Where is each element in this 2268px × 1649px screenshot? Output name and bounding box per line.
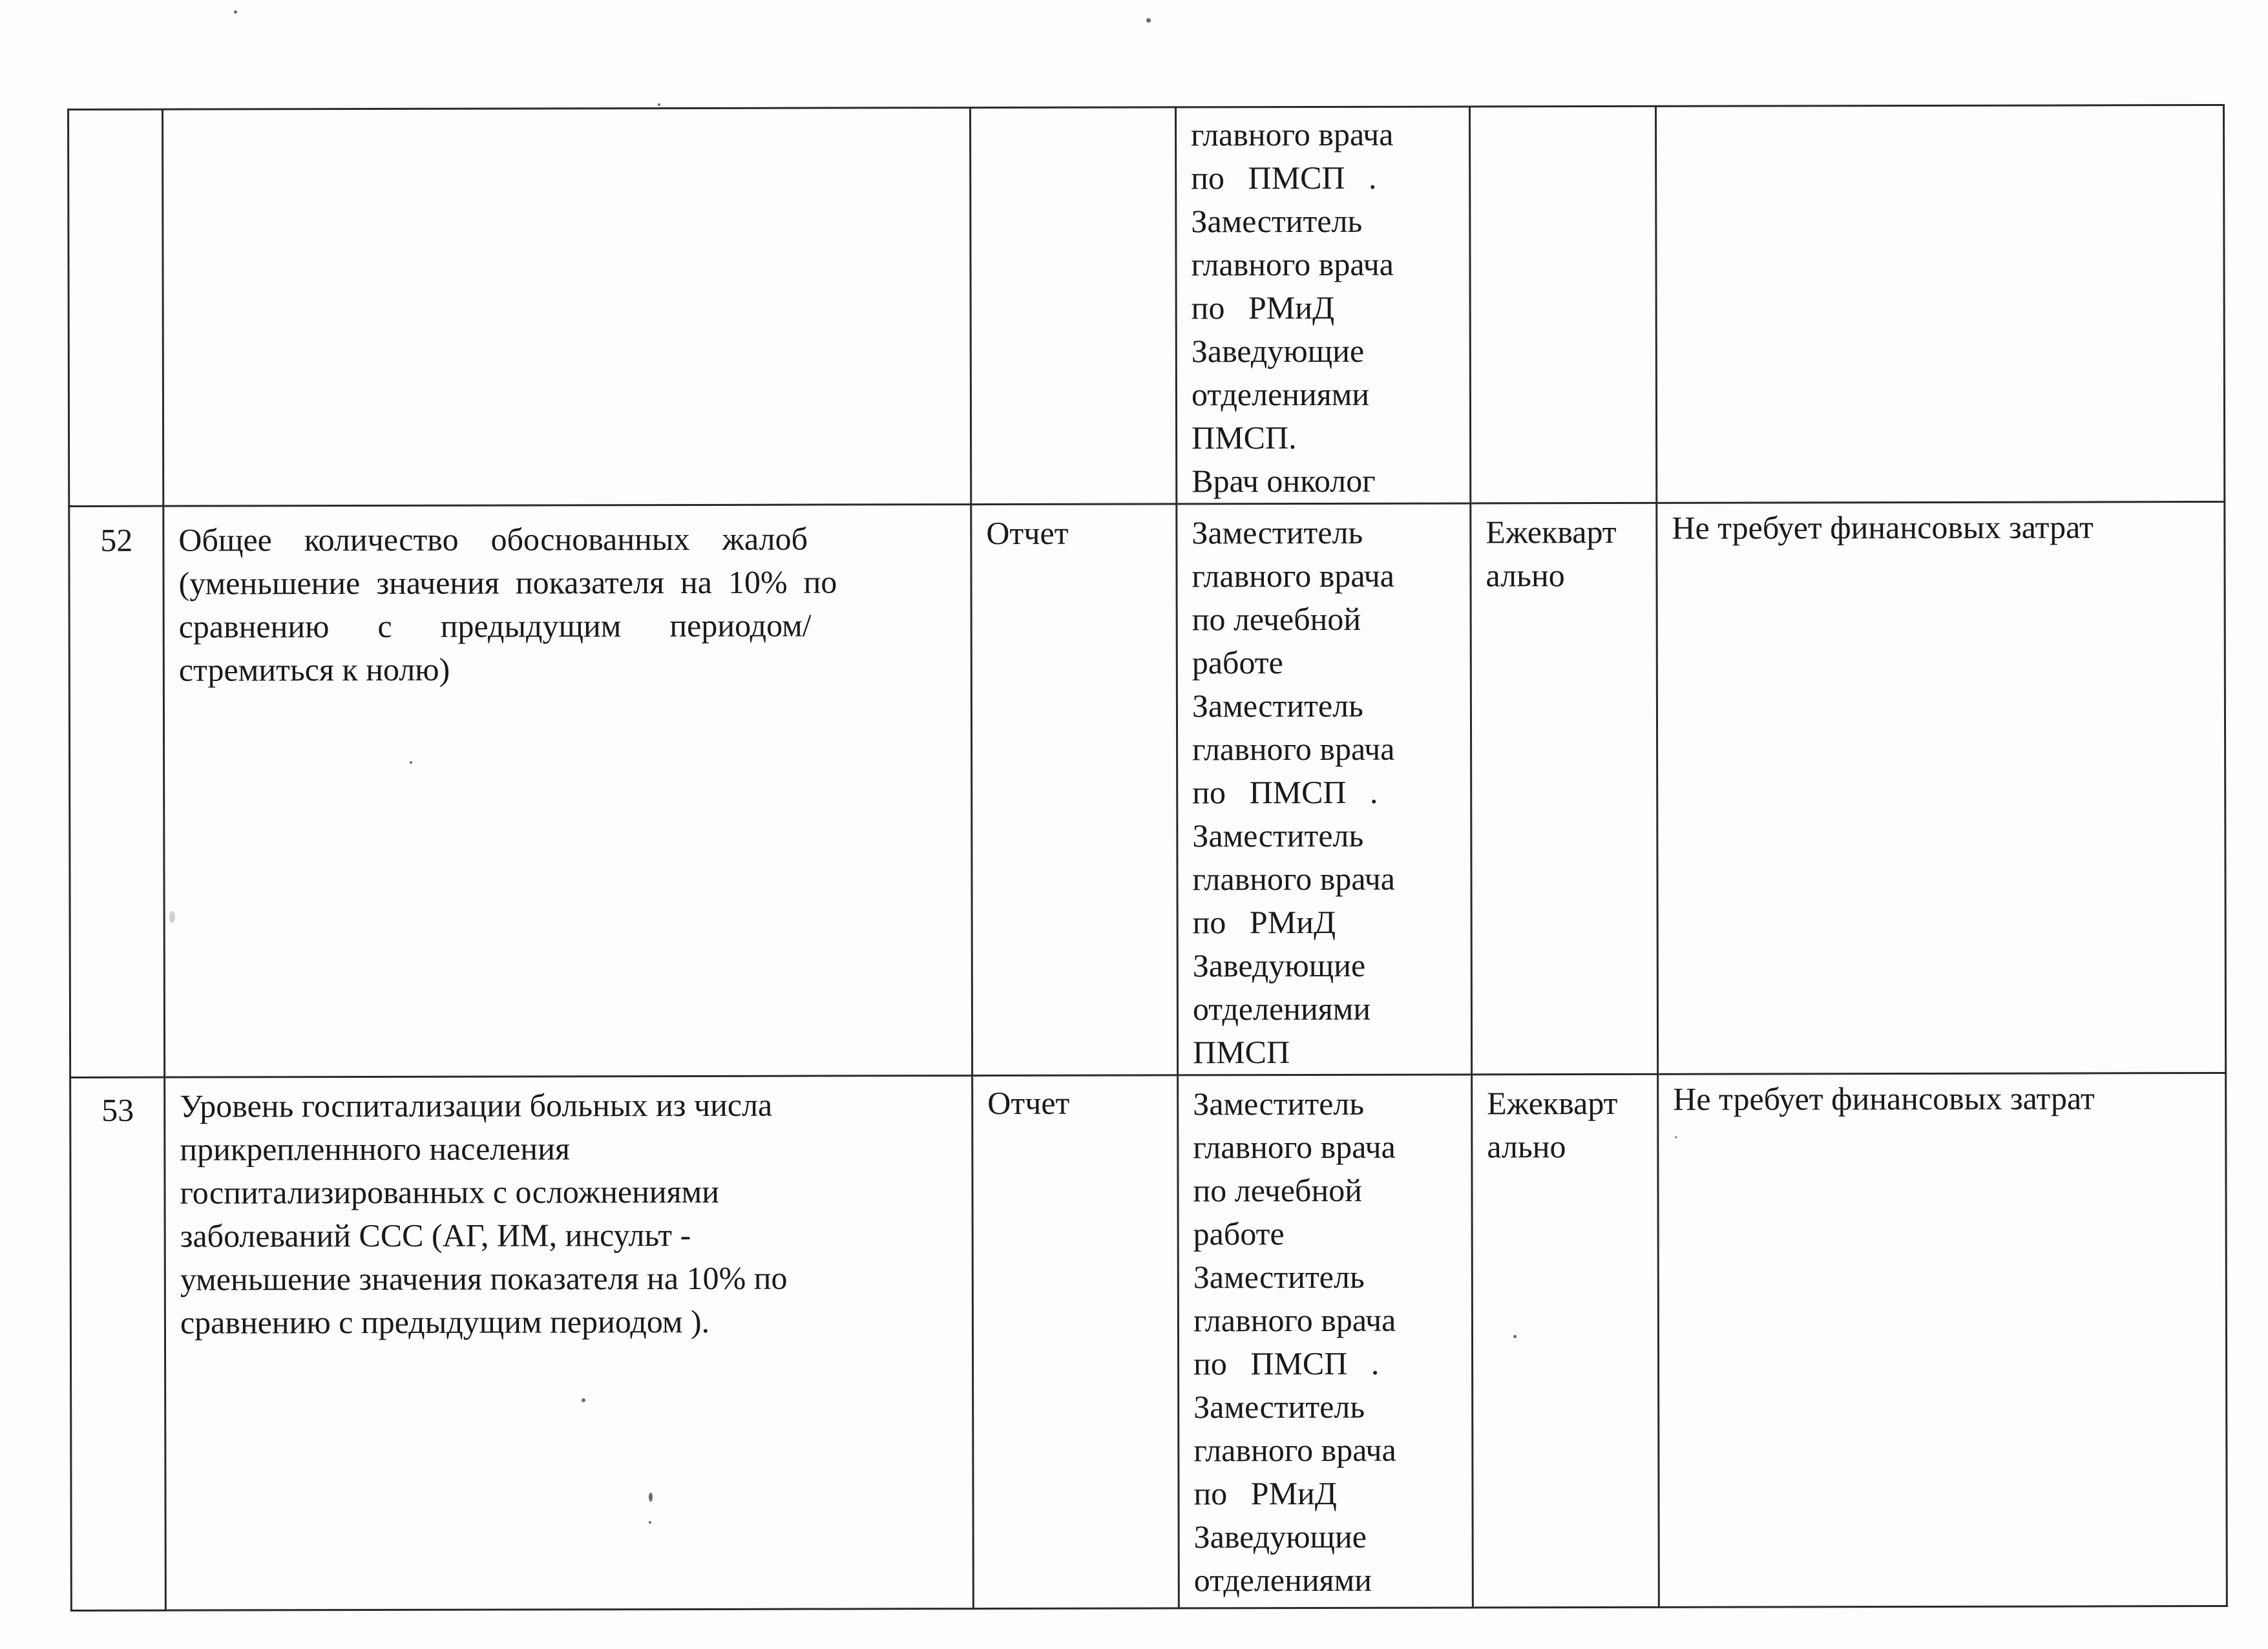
responsible-line: по РМиД [1193, 1475, 1337, 1512]
plan-table [67, 104, 2228, 1612]
responsible-line: главного врача [1193, 1301, 1396, 1339]
responsible-line: Заместитель [1192, 687, 1363, 724]
scan-speck [658, 103, 660, 106]
responsible-line: ПМСП [1193, 1034, 1290, 1071]
responsible-line: главного врача [1192, 860, 1395, 898]
indicator-line: (уменьшение значения показателя на 10% по [178, 563, 837, 602]
responsible-line: Заведующие [1193, 1518, 1367, 1555]
responsible-line: отделениями [1193, 1561, 1372, 1599]
responsible-line: работе [1193, 1215, 1285, 1252]
responsible-line: по ПМСП . [1191, 159, 1377, 196]
responsible-line: главного врача [1191, 116, 1394, 153]
indicator-line: Общее количество обоснованных жалоб [178, 520, 808, 558]
responsible-line: отделениями [1192, 990, 1371, 1027]
responsible-line: по РМиД [1192, 903, 1336, 941]
responsible-line: по РМиД [1191, 289, 1335, 326]
period-cell [1469, 106, 1656, 503]
period-cell [1472, 1074, 1659, 1608]
indicator-line: заболеваний ССС (АГ, ИМ, инсульт - [180, 1216, 691, 1254]
scan-speck [234, 10, 237, 14]
indicator-line: сравнению с предыдущим периодом ). [180, 1303, 710, 1341]
responsible-line: по ПМСП . [1192, 773, 1378, 811]
responsible-line: главного врача [1192, 730, 1395, 768]
responsible-line: работе [1192, 644, 1283, 681]
indicator-line: стремиться к нолю) [178, 651, 450, 688]
row-number-cell: 53 [70, 1077, 166, 1610]
indicator-line: уменьшение значения показателя на 10% по [180, 1259, 788, 1297]
responsible-line: по лечебной [1192, 600, 1361, 638]
period-cell [1471, 503, 1658, 1075]
responsible-line: Заместитель [1193, 1388, 1365, 1425]
indicator-line: Уровень госпитализации больных из числа [180, 1086, 773, 1124]
responsible-line: главного врача [1193, 1128, 1396, 1166]
financing-cell [1655, 105, 2224, 503]
scan-speck [1146, 18, 1151, 23]
responsible-line: Заведующие [1192, 947, 1366, 984]
row-number-cell: 52 [69, 506, 165, 1077]
responsible-line: главного врача [1191, 246, 1394, 283]
responsible-line: отделениями [1191, 375, 1370, 413]
responsible-line: по ПМСП . [1193, 1345, 1380, 1382]
responsible-cell [1178, 1075, 1473, 1608]
form-cell: Отчет [971, 504, 1178, 1076]
table-row [68, 105, 2225, 507]
responsible-line: ПМСП. [1192, 419, 1297, 456]
period-line: Ежекварт [1487, 1084, 1618, 1122]
table-row [70, 1073, 2227, 1611]
responsible-cell [1175, 107, 1470, 504]
form-cell [971, 107, 1177, 505]
responsible-line: Заместитель [1193, 1085, 1365, 1122]
responsible-line: Заведующие [1191, 332, 1365, 370]
responsible-line: главного врача [1192, 557, 1394, 594]
period-line: ально [1486, 557, 1565, 594]
financing-cell: Не требует финансовых затрат [1657, 502, 2226, 1075]
responsible-cell [1177, 503, 1472, 1075]
indicator-cell [163, 108, 971, 507]
responsible-line: по лечебной [1193, 1171, 1363, 1209]
responsible-line: Врач онколог [1192, 462, 1376, 499]
period-line: ально [1487, 1128, 1566, 1165]
responsible-line: Заместитель [1191, 202, 1363, 240]
row-number-cell [68, 109, 163, 506]
indicator-line: госпитализированных с осложнениями [180, 1173, 720, 1211]
table-row [69, 502, 2226, 1078]
form-cell: Отчет [972, 1075, 1179, 1609]
responsible-line: главного врача [1193, 1431, 1396, 1469]
period-line: Ежекварт [1486, 513, 1617, 551]
indicator-line: сравнению с предыдущим периодом/ [178, 607, 812, 645]
indicator-line: прикрепленнного населения [180, 1130, 570, 1168]
indicator-cell [165, 1076, 974, 1611]
financing-cell: Не требует финансовых затрат [1658, 1073, 2227, 1608]
responsible-line: Заместитель [1193, 1258, 1365, 1296]
responsible-line: Заместитель [1192, 514, 1363, 551]
responsible-line: Заместитель [1192, 817, 1364, 854]
indicator-cell [163, 505, 972, 1078]
